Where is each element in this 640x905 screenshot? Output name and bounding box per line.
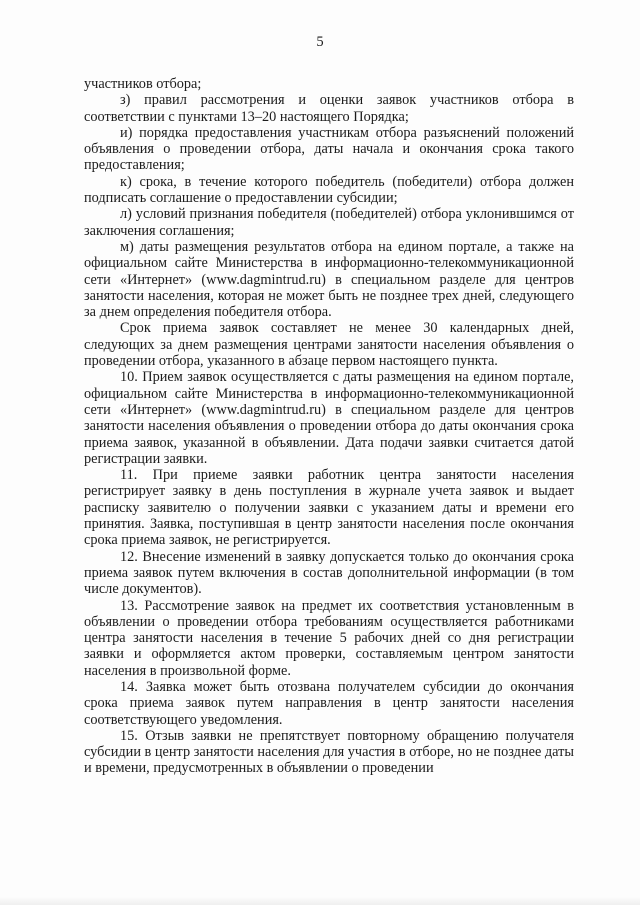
scan-edge-shadow: [0, 897, 640, 905]
paragraph-clause-15: 15. Отзыв заявки не препятствует повторному обращению получателя субсидии в центр занятости населения для участия в отборе, но не позднее даты и времени, предусмотренных в объявлении о проведении: [84, 727, 574, 777]
paragraph-item-l: л) условий признания победителя (победителей) отбора уклонившимся от заключения соглашения;: [84, 206, 574, 239]
paragraph-continuation: участников отбора;: [84, 76, 202, 92]
paragraph-clause-13: 13. Рассмотрение заявок на предмет их соответствия установленным в объявлении о проведении отбора требованиям осуществляется работниками центра занятости населения в течение 5 рабочих дней со дня регистрации заявки и оформляется актом проверки, составляемым центром занятости населения в произвольной форме.: [84, 597, 574, 679]
body-text: [84, 76, 574, 777]
paragraph-clause-12: 12. Внесение изменений в заявку допускается только до окончания срока приема заявок путем включения в состав дополнительной информации (в том числе документов).: [84, 548, 574, 598]
paragraph-clause-11: 11. При приеме заявки работник центра занятости населения регистрирует заявку в день поступления в журнале учета заявок и выдает расписку заявителю о получении заявки с указанием даты и времени его принятия. Заявка, поступившая в центр занятости населения после окончания срока приема заявок, не регистрируется.: [84, 467, 574, 549]
paragraph-clause-10: 10. Прием заявок осуществляется с даты размещения на едином портале, официальном сайте Министерства в информационно-телекоммуникационной сети «Интернет» (www.dagmintrud.ru) в специальном разделе для центров занятости населения объявления о проведении отбора до даты окончания срока приема заявок, указанной в объявлении. Дата подачи заявки считается датой регистрации заявки.: [84, 369, 574, 467]
paragraph-item-k: к) срока, в течение которого победитель (победители) отбора должен подписать соглашение о предоставлении субсидии;: [84, 173, 574, 207]
page-number: 5: [316, 34, 324, 50]
paragraph-item-z: з) правил рассмотрения и оценки заявок участников отбора в соответствии с пунктами 13–20 настоящего Порядка;: [84, 92, 574, 125]
paragraph-item-i: и) порядка предоставления участникам отбора разъяснений положений объявления о проведении отбора, даты начала и окончания срока такого предоставления;: [84, 124, 574, 174]
paragraph-application-period: Срок приема заявок составляет не менее 30 календарных дней, следующих за днем размещения центрами занятости населения объявления о проведении отбора, указанного в абзаце первом настоящего пункта.: [84, 320, 574, 370]
paragraph-clause-14: 14. Заявка может быть отозвана получателем субсидии до окончания срока приема заявок путем направления в центр занятости населения соответствующего уведомления.: [84, 678, 574, 728]
paragraph-item-m: м) даты размещения результатов отбора на едином портале, а также на официальном сайте Министерства в информационно-телекоммуникационной сети «Интернет» (www.dagmintrud.ru) в специальном разделе для центров занятости населения, которая не может быть не позднее трех дней, следующего за днем определения победителя отбора.: [84, 238, 574, 321]
